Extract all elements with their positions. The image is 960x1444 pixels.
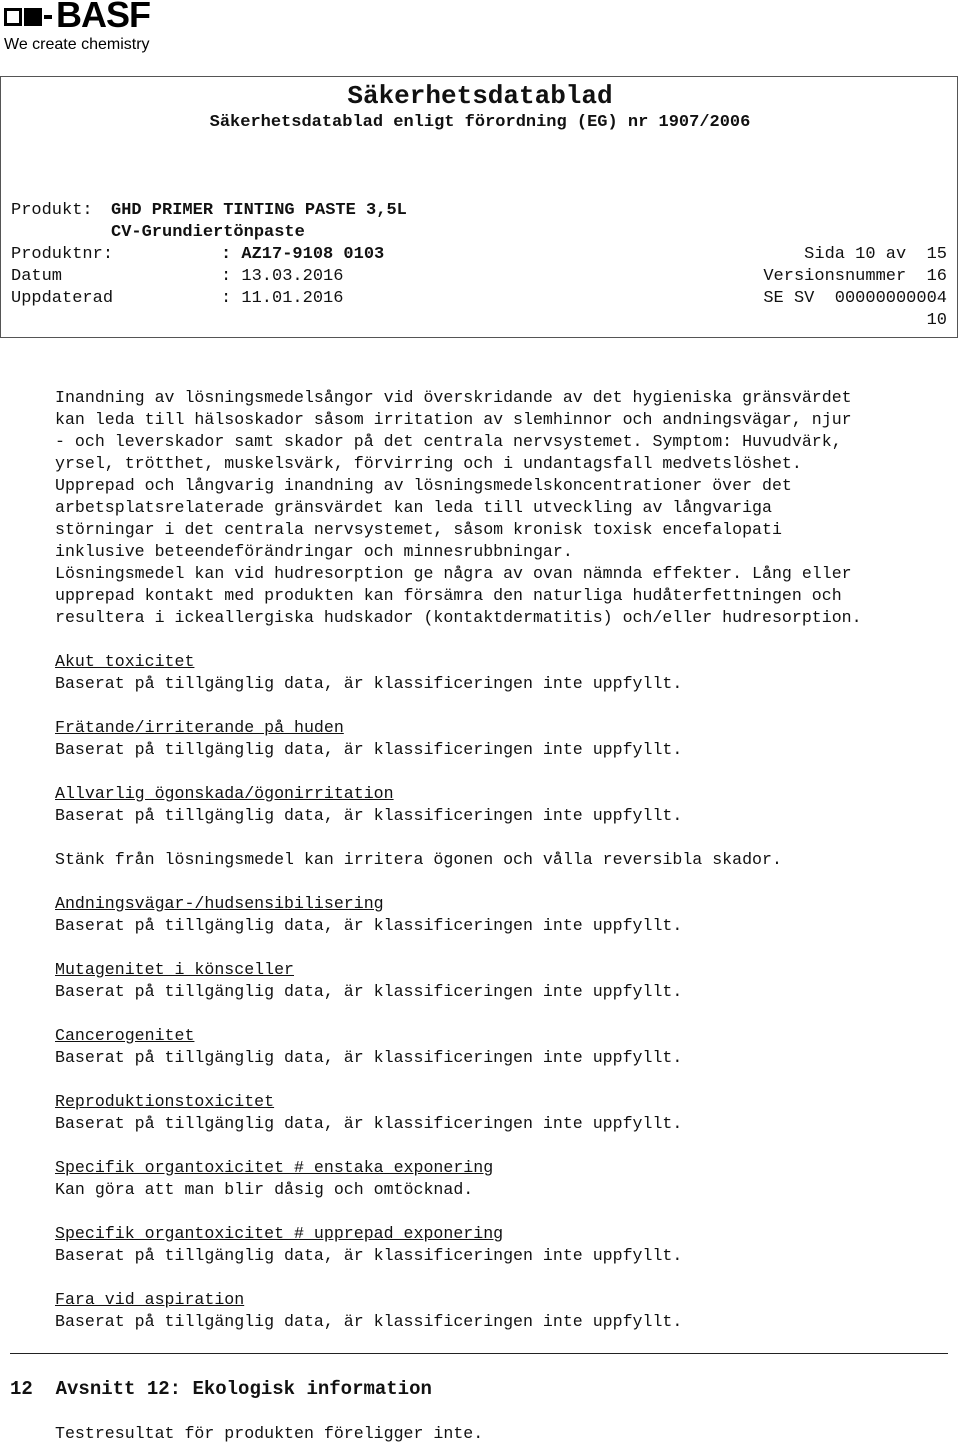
section-12-heading: Avsnitt 12: Ekologisk information (55, 1378, 432, 1400)
section-12-title (10, 1378, 432, 1400)
section-heading-sensitisation: Andningsvägar-/hudsensibilisering (55, 894, 384, 913)
basf-logo-mark (4, 2, 40, 28)
product-name-secondary: CV-Grundiertönpaste (111, 223, 305, 242)
intro-line: upprepad kontakt med produkten kan försämra den naturliga hudåterfettningen och (55, 586, 842, 605)
version-number: Versionsnummer 16 (763, 267, 947, 286)
page-number: 10 (926, 311, 947, 330)
section-text: Kan göra att man blir dåsig och omtöcknad. (55, 1180, 474, 1199)
uppdaterad-value: : 11.01.2016 (221, 289, 344, 308)
intro-line: Inandning av lösningsmedelsångor vid överskridande av det hygieniska gränsvärdet (55, 388, 852, 407)
section-heading-stot-repeated: Specifik organtoxicitet # upprepad exponering (55, 1224, 504, 1243)
intro-line: Lösningsmedel kan vid hudresorption ge några av ovan nämnda effekter. Lång eller (55, 564, 852, 583)
datum-value: : 13.03.2016 (221, 267, 344, 286)
section-heading-aspiration-hazard: Fara vid aspiration (55, 1290, 245, 1309)
basf-tagline: We create chemistry (4, 36, 150, 53)
intro-line: - och leverskador samt skador på det centrala nervsystemet. Symptom: Huvudvärk, (55, 432, 842, 451)
section-heading-skin-corrosion: Frätande/irriterande på huden (55, 718, 344, 737)
page-indicator: Sida 10 av 15 (804, 245, 947, 264)
intro-line: inklusive beteendeförändringar och minnesrubbningar. (55, 542, 573, 561)
section-heading-carcinogenicity: Cancerogenitet (55, 1026, 195, 1045)
section-heading-mutagenicity: Mutagenitet i könsceller (55, 960, 294, 979)
document-subtitle: Säkerhetsdatablad enligt förordning (EG) nr 1907/2006 (209, 113, 751, 132)
section-text: Baserat på tillgänglig data, är klassificeringen inte uppfyllt. (55, 1048, 683, 1067)
section-text: Baserat på tillgänglig data, är klassificeringen inte uppfyllt. (55, 1246, 683, 1265)
section-heading-eye-damage: Allvarlig ögonskada/ögonirritation (55, 784, 394, 803)
section-text: Baserat på tillgänglig data, är klassificeringen inte uppfyllt. (55, 916, 683, 935)
product-label: Produkt: (11, 201, 93, 220)
basf-logo-wordmark: BASF (56, 0, 150, 35)
language-code: SE SV 00000000004 (763, 289, 947, 308)
datum-label: Datum (11, 267, 63, 286)
section-heading-reproductive-toxicity: Reproduktionstoxicitet (55, 1092, 275, 1111)
section-text: Baserat på tillgänglig data, är klassificeringen inte uppfyllt. (55, 1312, 683, 1331)
intro-line: Upprepad och långvarig inandning av lösningsmedelskoncentrationer över det (55, 476, 792, 495)
intro-line: kan leda till hälsoskador såsom irritation av slemhinnor och andningsvägar, njur (55, 410, 852, 429)
section-text: Baserat på tillgänglig data, är klassificeringen inte uppfyllt. (55, 806, 683, 825)
section-text: Baserat på tillgänglig data, är klassificeringen inte uppfyllt. (55, 740, 683, 759)
section-divider (10, 1353, 948, 1354)
uppdaterad-label: Uppdaterad (11, 289, 114, 308)
intro-line: arbetsplatsrelaterade gränsvärdet kan leda till utveckling av långvariga (55, 498, 772, 517)
intro-line: störningar i det centrala nervsystemet, såsom kronisk toxisk encefalopati (55, 520, 782, 539)
section-12-number: 12 (10, 1378, 33, 1400)
productnr-value: : AZ17-9108 0103 (221, 245, 385, 264)
section-heading-stot-single: Specifik organtoxicitet # enstaka exponering (55, 1158, 494, 1177)
section-extra-text: Stänk från lösningsmedel kan irritera ögonen och vålla reversibla skador. (55, 850, 782, 869)
document-header (0, 76, 958, 338)
product-name: GHD PRIMER TINTING PASTE 3,5L (111, 201, 407, 220)
document-title: Säkerhetsdatablad (347, 81, 613, 111)
section-heading-acute-toxicity: Akut toxicitet (55, 652, 195, 671)
section-text: Baserat på tillgänglig data, är klassificeringen inte uppfyllt. (55, 1114, 683, 1133)
productnr-label: Produktnr: (11, 245, 114, 264)
section-text: Baserat på tillgänglig data, är klassificeringen inte uppfyllt. (55, 982, 683, 1001)
basf-logo (4, 0, 224, 60)
intro-line: yrsel, trötthet, muskelsvärk, förvirring och i undantagsfall medvetslöshet. (55, 454, 802, 473)
section-text: Baserat på tillgänglig data, är klassificeringen inte uppfyllt. (55, 674, 683, 693)
intro-line: resultera i ickeallergiska hudskador (kontaktdermatitis) och/eller hudresorption. (55, 608, 862, 627)
section-12-text: Testresultat för produkten föreligger inte. (55, 1424, 484, 1443)
toxicology-content (55, 387, 955, 1333)
